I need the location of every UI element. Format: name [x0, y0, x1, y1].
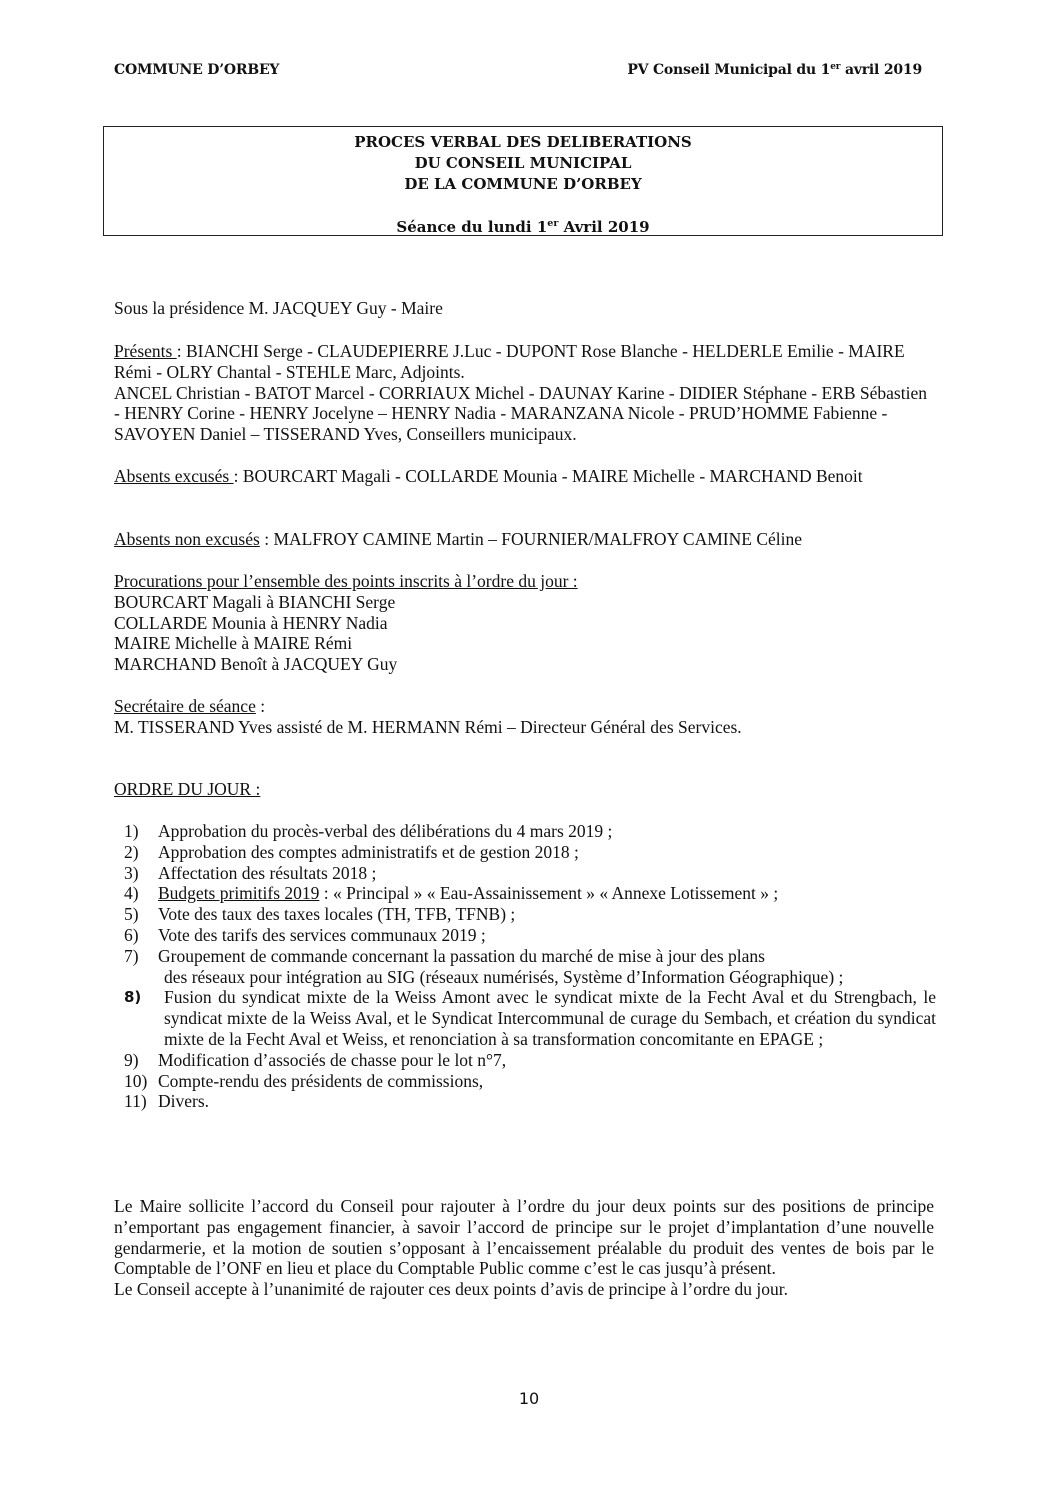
agenda-item-number: 4): [124, 883, 139, 904]
agenda-item-rest: : « Principal » « Eau-Assainissement » « Annexe Lotissement » ;: [319, 883, 779, 904]
absents-non-excuses-names: MALFROY CAMINE Martin – FOURNIER/MALFROY CAMINE Céline: [273, 529, 803, 549]
agenda-item-number: 11): [124, 1091, 147, 1112]
agenda-list: [124, 821, 936, 1112]
presidence-section: [114, 298, 934, 319]
procuration-item: BOURCART Magali à BIANCHI Serge: [114, 591, 396, 612]
conclusion-section: [114, 1196, 934, 1300]
procuration-item: COLLARDE Mounia à HENRY Nadia: [114, 612, 388, 633]
agenda-item: [124, 904, 936, 925]
conclusion-paragraph-2: Le Conseil accepte à l’unanimité de rajouter ces deux points d’avis de principe à l’ordre du jour.: [114, 1279, 788, 1300]
procurations-label: Procurations pour l’ensemble des points inscrits à l’ordre du jour :: [114, 571, 578, 591]
ordre-du-jour-label: ORDRE DU JOUR :: [114, 779, 261, 799]
title-line-3: DE LA COMMUNE D’ORBEY: [404, 175, 642, 193]
presidence-text: Sous la présidence M. JACQUEY Guy - Maire: [114, 298, 443, 318]
header-pv-title: [627, 62, 922, 78]
agenda-item-number: 10): [124, 1070, 148, 1091]
secretaire-text: M. TISSERAND Yves assisté de M. HERMANN Rémi – Directeur Général des Services.: [114, 716, 742, 737]
presents-adjoints: [114, 341, 934, 383]
agenda-item: [124, 883, 936, 904]
agenda-item-text: Approbation du procès-verbal des délibérations du 4 mars 2019 ;: [158, 821, 613, 841]
presents-section: [114, 341, 934, 445]
agenda-item-text: Fusion du syndicat mixte de la Weiss Amont avec le syndicat mixte de la Fecht Aval et du Strengbach, le syndicat mixte de la Weiss Aval, et le Syndicat Intercommunal de curage du Sembach, et création du syndicat mixte de la Fecht Aval et Weiss, et renonciation à sa transformation concomitante en EPAGE ;: [164, 987, 936, 1049]
agenda-item: [124, 842, 936, 863]
agenda-item-number: 2): [124, 841, 139, 862]
absents-non-excuses-section: [114, 529, 934, 550]
agenda-item-number: 3): [124, 862, 139, 883]
absents-excuses-names: BOURCART Magali - COLLARDE Mounia - MAIRE Michelle - MARCHAND Benoit: [242, 466, 863, 486]
header-commune: COMMUNE D’ORBEY: [114, 62, 280, 78]
presents-conseillers: ANCEL Christian - BATOT Marcel - CORRIAUX Michel - DAUNAY Karine - DIDIER Stéphane - ERB Sébastien - HENRY Corine - HENRY Jocelyne – HENRY Nadia - MARANZANA Nicole - PRUD’HOMME Fabienne - SAVOYEN Daniel – TISSERAND Yves, Conseillers municipaux.: [114, 382, 927, 445]
procuration-item: MAIRE Michelle à MAIRE Rémi: [114, 633, 353, 654]
header-pv-suffix: avril 2019: [840, 62, 922, 78]
page-number: 10: [518, 1389, 540, 1408]
agenda-item-first-line: Groupement de commande concernant la passation du marché de mise à jour des plans: [158, 945, 765, 966]
agenda-item-text: Divers.: [158, 1091, 210, 1112]
agenda-item-underlined: Budgets primitifs 2019: [158, 883, 320, 904]
agenda-item-number: 7): [124, 945, 139, 966]
title-line-2: DU CONSEIL MUNICIPAL: [414, 154, 632, 172]
agenda-item-continuation: des réseaux pour intégration au SIG (réseaux numérisés, Système d’Information Géographique) ;: [164, 966, 844, 987]
agenda-item-text: Compte-rendu des présidents de commissions,: [158, 1070, 484, 1091]
absents-excuses-sep: :: [233, 466, 243, 486]
agenda-item-text: [158, 946, 936, 988]
agenda-item: [124, 1071, 936, 1092]
agenda-item: [124, 821, 936, 842]
agenda-item-text: Modification d’associés de chasse pour le lot n°7,: [158, 1049, 507, 1070]
agenda-item: [124, 946, 936, 988]
presents-adjoints-list: BIANCHI Serge - CLAUDEPIERRE J.Luc - DUPONT Rose Blanche - HELDERLE Emilie - MAIRE Rémi - OLRY Chantal - STEHLE Marc, Adjoints.: [114, 341, 905, 382]
agenda-item-number: 8): [124, 988, 142, 1007]
seance-sup: er: [547, 218, 559, 229]
absents-excuses-label: Absents excusés: [114, 466, 234, 486]
seance-prefix: Séance du lundi 1: [396, 218, 548, 236]
agenda-item-number: 9): [124, 1049, 139, 1070]
procuration-item: MARCHAND Benoît à JACQUEY Guy: [114, 654, 398, 675]
page-header: [114, 62, 922, 78]
agenda-item: [124, 1050, 936, 1071]
agenda-item: [124, 987, 936, 1049]
title-line-1: PROCES VERBAL DES DELIBERATIONS: [354, 133, 692, 151]
absents-non-excuses-sep: :: [259, 529, 274, 549]
ordre-du-jour-heading-wrap: [114, 779, 934, 800]
seance-suffix: Avril 2019: [558, 218, 650, 236]
agenda-item-text: Affectation des résultats 2018 ;: [158, 862, 377, 883]
title-lines: [104, 132, 942, 195]
secretaire-heading: [114, 696, 934, 717]
absents-non-excuses-label: Absents non excusés: [114, 529, 260, 549]
agenda-item: [124, 925, 936, 946]
presents-label: Présents: [114, 341, 177, 361]
header-pv-prefix: PV Conseil Municipal du 1: [627, 62, 831, 78]
agenda-item-text: [158, 883, 936, 904]
secretaire-sep: :: [255, 696, 266, 716]
agenda-item-text: Vote des tarifs des services communaux 2019 ;: [158, 924, 486, 945]
absents-excuses-text: [114, 466, 934, 487]
secretaire-section: [114, 696, 934, 738]
agenda-item: [124, 1091, 936, 1112]
agenda-item-text: Approbation des comptes administratifs et de gestion 2018 ;: [158, 841, 579, 862]
agenda-item-text: Vote des taux des taxes locales (TH, TFB, TFNB) ;: [158, 904, 516, 925]
secretaire-label: Secrétaire de séance: [114, 696, 256, 716]
header-pv-sup: er: [830, 62, 841, 72]
agenda-item-number: 1): [124, 821, 139, 841]
agenda-item-number: 5): [124, 904, 139, 925]
agenda-item-number: 6): [124, 924, 139, 945]
seance-date: [104, 213, 942, 238]
conclusion-paragraph-1: Le Maire sollicite l’accord du Conseil pour rajouter à l’ordre du jour deux points sur des positions de principe n’emportant pas engagement financier, à savoir l’accord de principe sur le projet d’implantation d’une nouvelle gendarmerie, et la motion de soutien s’opposant à l’encaissement préalable du produit des ventes de bois par le Comptable de l’ONF en lieu et place du Comptable Public comme c’est le cas jusqu’à présent.: [114, 1196, 934, 1279]
absents-non-excuses-text: [114, 529, 934, 550]
presents-sep: :: [176, 341, 186, 361]
absents-excuses-section: [114, 466, 934, 487]
procurations-section: [114, 571, 934, 675]
agenda-item: [124, 863, 936, 884]
title-box: [103, 126, 943, 236]
